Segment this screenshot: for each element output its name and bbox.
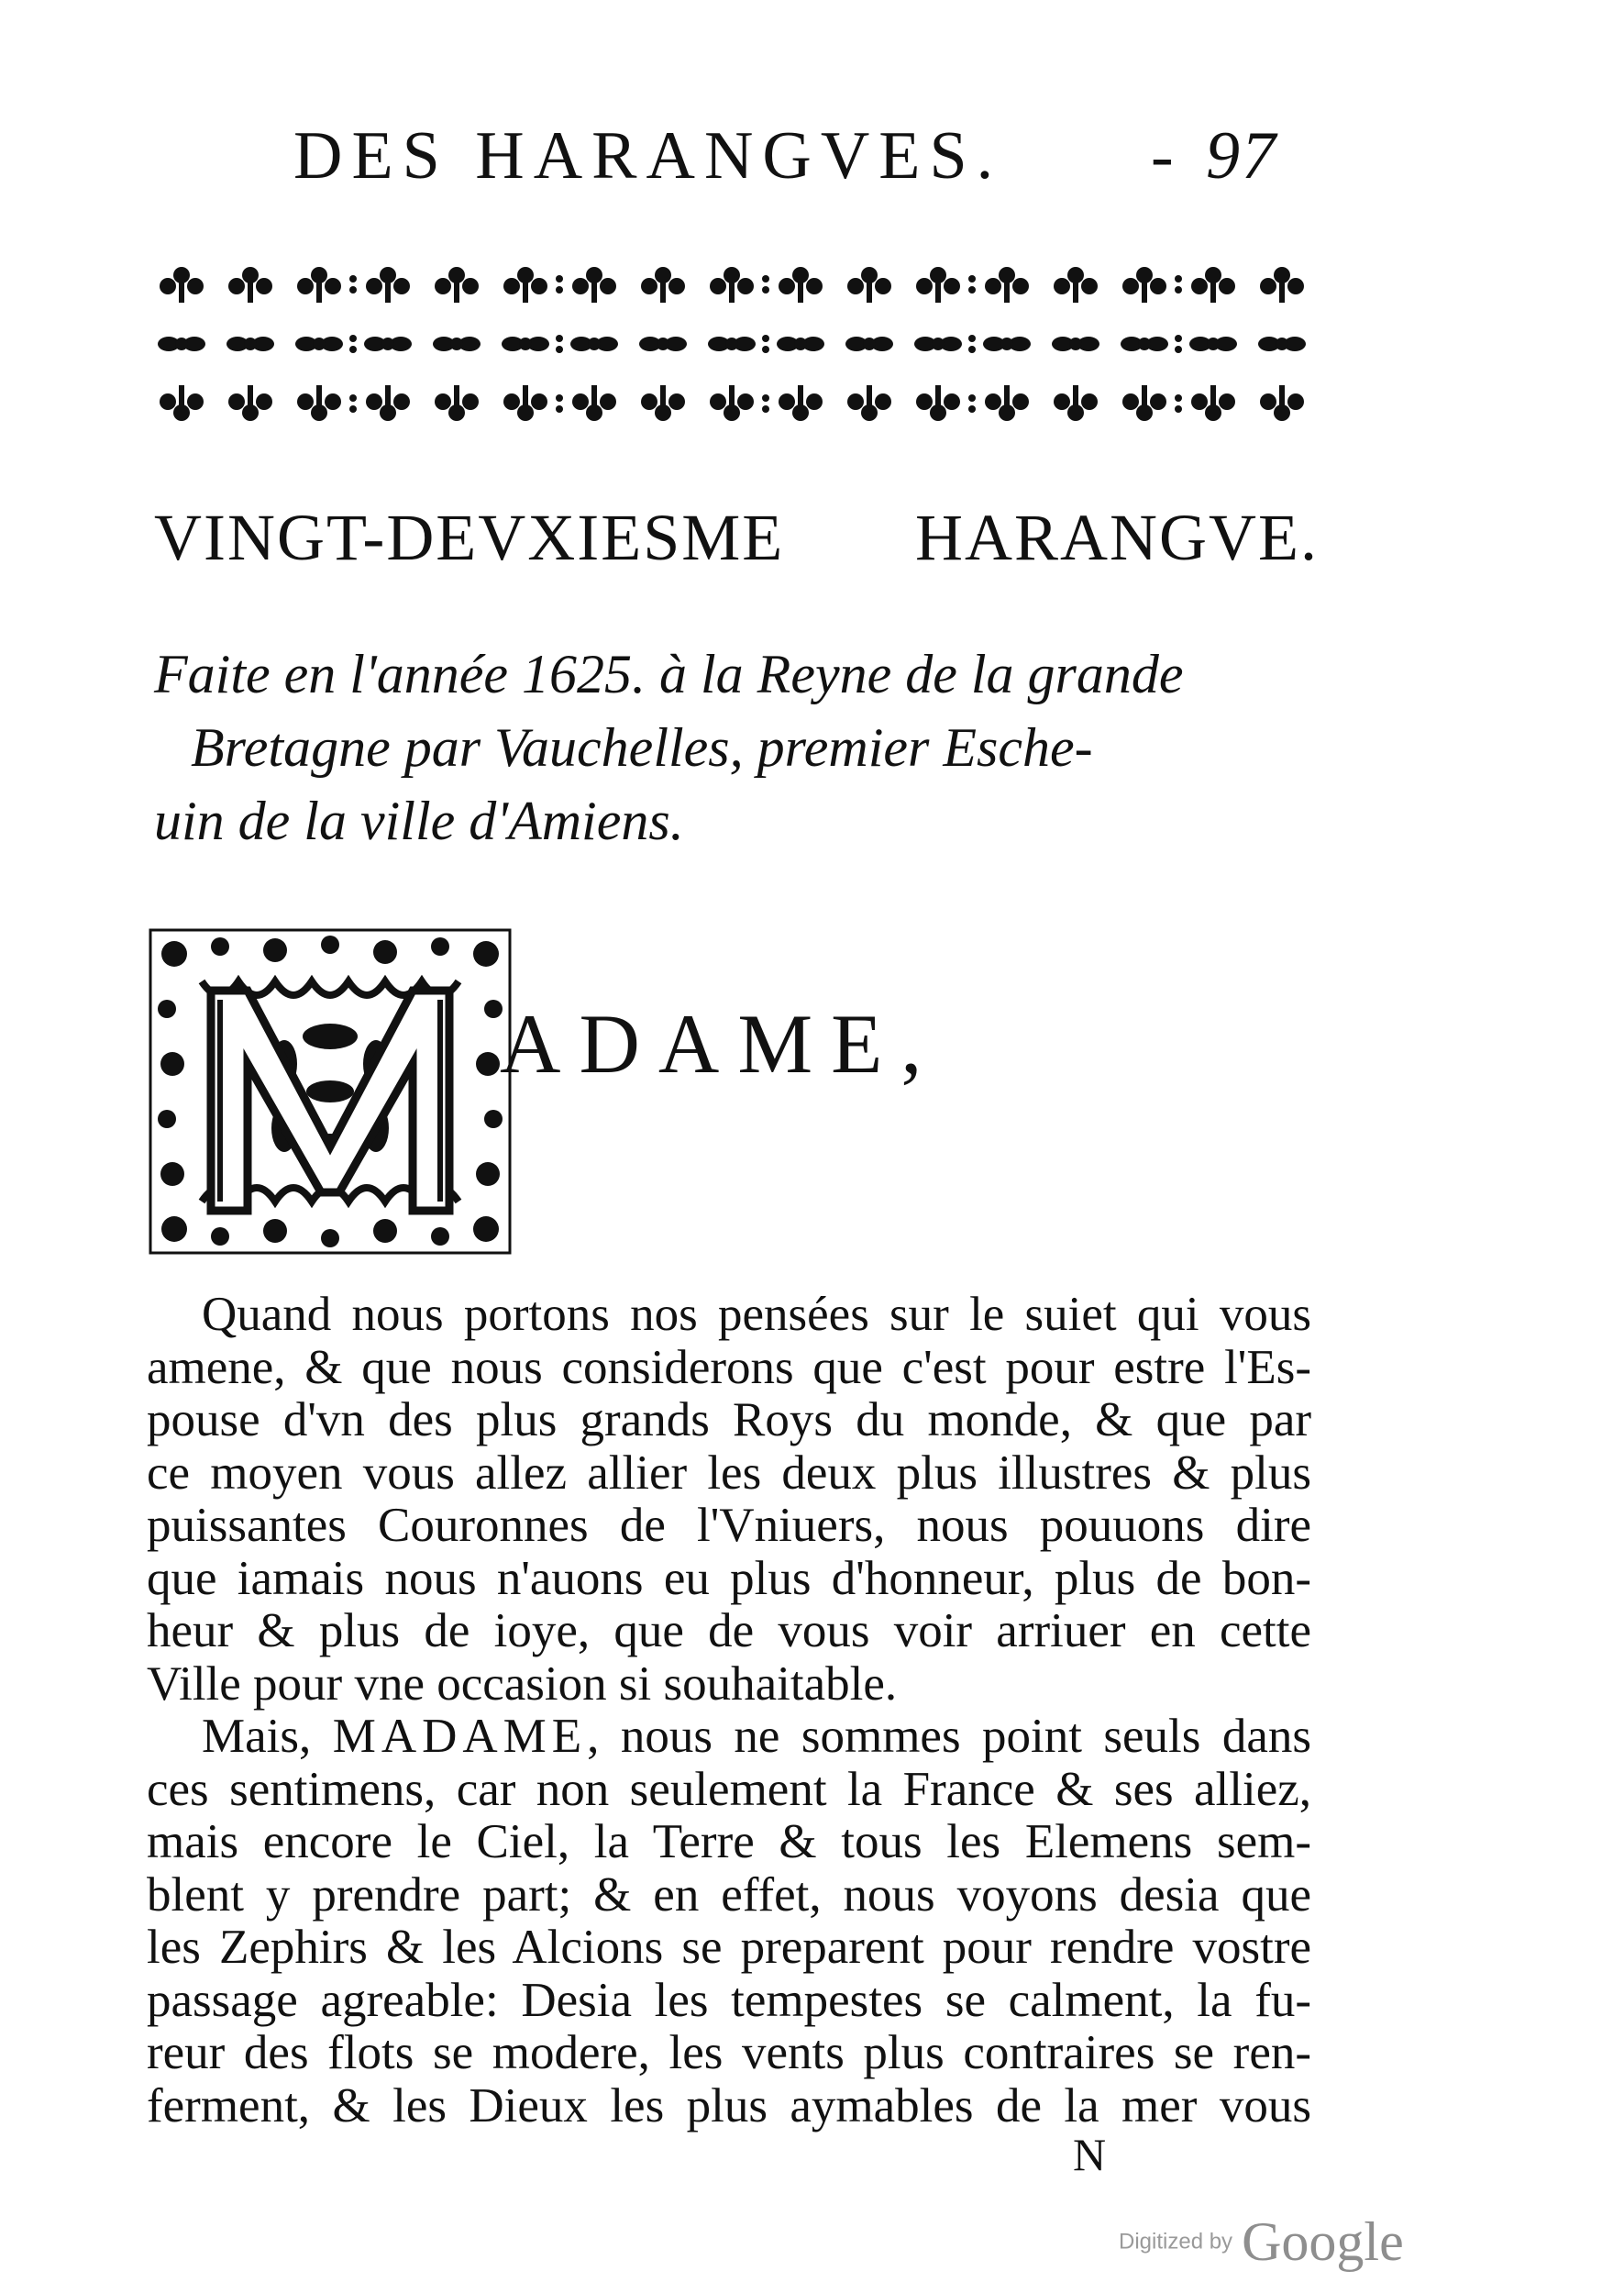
heading-left: VINGT-DEVXIESME [154,501,785,574]
text-line: blent y prendre part; & en effet, nous voyons desia que [147,1867,1311,1922]
page-number: 97 [1206,118,1277,194]
subtitle-line: Faite en l'année 1625. à la Reyne de la grande [154,644,1184,704]
heading-right: HARANGVE. [915,501,1319,574]
text-line: les Zephirs & les Alcions se preparent pour rendre vostre [147,1921,1311,1974]
google-logo: Google [1242,2211,1404,2272]
small-caps-madame: MADAME [332,1710,588,1763]
subtitle-line: Bretagne par Vauchelles, premier Esche- [191,717,1093,778]
text-line: passage agreable: Desia les tempestes se calment, la fu- [147,1973,1311,2027]
chapter-subtitle [154,637,1319,858]
running-head-title: DES HARANGVES. [293,118,1003,194]
digitized-by-text: Digitized by [1119,2229,1233,2254]
text-line: heur & plus de ioye, que de vous voir arriuer en cette [147,1604,1311,1657]
subtitle-line: uin de la ville d'Amiens. [154,791,684,851]
fleuron-ornament-band [154,257,1309,431]
text-line: puissantes Couronnes de l'Vniuers, nous pouuons dire [147,1499,1311,1552]
body-paragraphs [147,1289,1311,2132]
running-head [284,117,1293,200]
fleuron-ornament-icon [154,257,1309,431]
text-segment: , nous ne sommes point seuls dans [587,1710,1311,1763]
text-line: ferment, & les Dieux les plus aymables de la mer vous [147,2078,1311,2132]
text-line: que iamais nous n'auons eu plus d'honneur, plus de bon- [147,1551,1311,1605]
salutation: ADAME, [500,997,941,1091]
text-line [147,1711,1311,1764]
text-line: ces sentimens, car non seulement la France & ses alliez, [147,1762,1311,1816]
text-line: Quand nous portons nos pensées sur le suiet qui vous [202,1288,1311,1341]
text-line: reur des flots se modere, les vents plus contraires se ren- [147,2026,1311,2079]
text-line: amene, & que nous considerons que c'est pour estre l'Es- [147,1340,1311,1394]
floral-drop-cap-icon [147,926,514,1257]
text-segment: Mais, [202,1710,312,1763]
running-head-dash: - [1151,118,1183,194]
text-line: pouse d'vn des plus grands Roys du monde, & que par [147,1393,1311,1446]
digitized-credit [1119,2210,1404,2274]
signature-mark: N [1073,2129,1107,2180]
text-line: ce moyen vous allez allier les deux plus illustres & plus [147,1446,1311,1500]
text-line: mais encore le Ciel, la Terre & tous les Elemens sem- [147,1815,1311,1868]
text-line: Ville pour vne occasion si souhaitable. [147,1656,898,1711]
